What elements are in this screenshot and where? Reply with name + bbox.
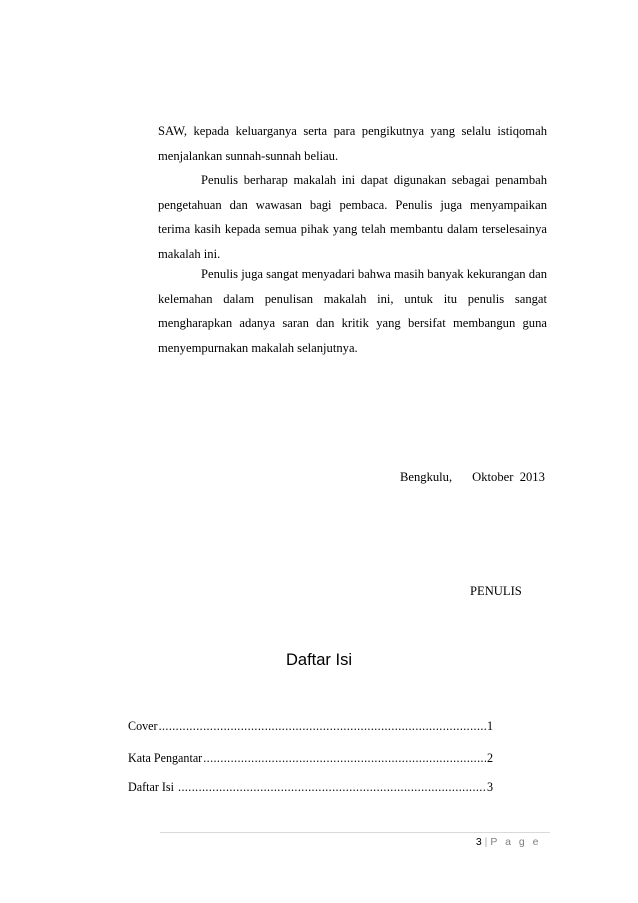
toc-entry-page: 3 — [486, 780, 493, 794]
toc-entry-kata-pengantar — [128, 751, 493, 766]
paragraph-acknowledgement: Penulis juga sangat menyadari bahwa masih banyak kekurangan dan kelemahan dalam penulisan makalah ini, untuk itu penulis sangat mengharapkan adanya saran dan kritik yang bersifat membangun guna menyempurnakan makalah selanjutnya. — [158, 267, 547, 355]
toc-title: Daftar Isi — [285, 651, 353, 669]
place-text: Bengkulu, — [400, 470, 453, 484]
toc-entry-label: Daftar Isi — [128, 780, 178, 794]
page-number: 3 — [475, 836, 482, 848]
toc-entry-label: Kata Pengantar — [128, 751, 203, 765]
toc-leader-dots — [159, 719, 486, 734]
page-label: P a g e — [490, 836, 541, 848]
page-footer — [476, 836, 541, 848]
date-line — [400, 470, 545, 485]
paragraph-closing-prayer: SAW, kepada keluarganya serta para pengikutnya yang selalu istiqomah menjalankan sunnah-sunnah beliau. — [158, 124, 547, 163]
footer-divider — [160, 832, 550, 833]
toc-entry-page: 2 — [486, 751, 493, 765]
toc-leader-dots — [203, 751, 486, 766]
date-text: Oktober 2013 — [472, 470, 545, 484]
paragraph-purpose: Penulis berharap makalah ini dapat digunakan sebagai penambah pengetahuan dan wawasan bagi pembaca. Penulis juga menyampaikan terima kasih kepada semua pihak yang telah membantu dalam terselesainya makalah ini. — [158, 173, 547, 261]
toc-leader-dots — [178, 780, 486, 795]
toc-entry-daftar-isi — [128, 780, 493, 795]
toc-entry-cover — [128, 719, 493, 734]
author-signature: PENULIS — [470, 584, 522, 598]
toc-entry-page: 1 — [486, 719, 493, 733]
footer-separator: | — [484, 836, 488, 848]
toc-entry-label: Cover — [128, 719, 158, 733]
